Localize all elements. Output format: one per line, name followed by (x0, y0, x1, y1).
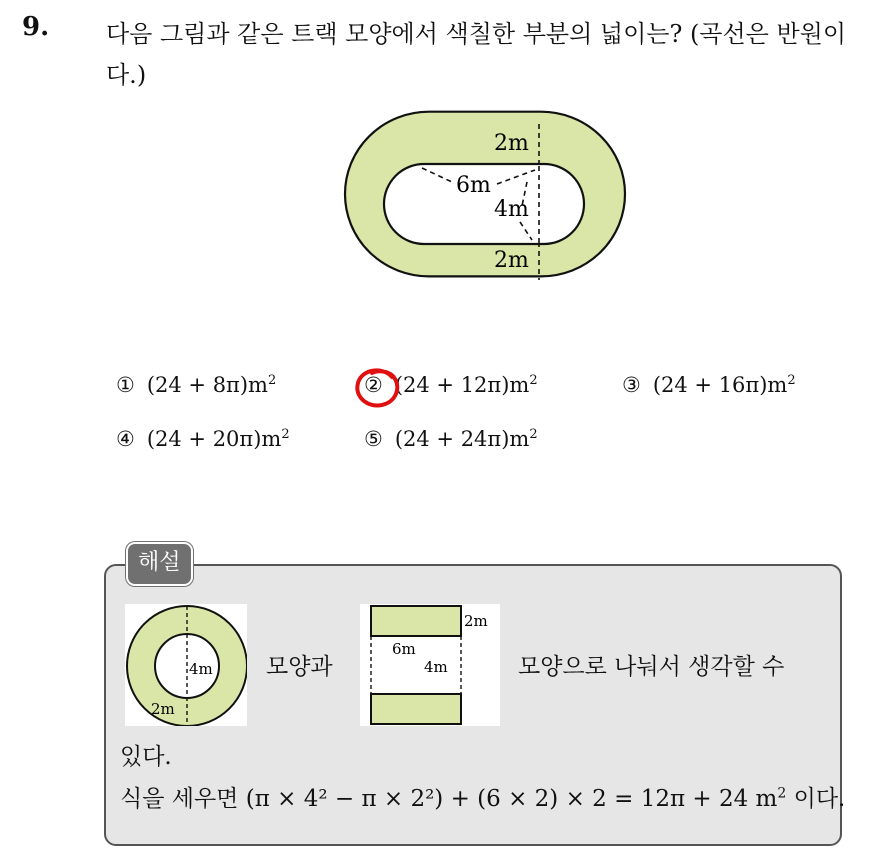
ring-label-inner: 4m (189, 660, 213, 678)
choice-5[interactable] (364, 427, 538, 451)
track-figure (342, 110, 632, 290)
solution-line-3-prefix: 식을 세우면 (120, 786, 239, 812)
solution-formula: (π × 4² − π × 2²) + (6 × 2) × 2 = 12π + 24 m (245, 786, 778, 812)
ring-figure (125, 604, 247, 726)
solution-text-after: 모양으로 나눠서 생각할 수 (518, 654, 785, 680)
rect-figure-panel (360, 604, 500, 726)
choice-3-exponent: 2 (787, 373, 796, 388)
choice-5-text: (24 + 24π)m (394, 427, 530, 451)
ring-label-width: 2m (151, 700, 175, 718)
choice-4-text: (24 + 20π)m (146, 427, 282, 451)
label-inner-length: 6m (456, 173, 491, 198)
solution-badge: 해설 (126, 542, 193, 586)
choice-4-exponent: 2 (281, 427, 290, 442)
solution-line-2: 있다. (120, 744, 172, 770)
choice-4[interactable] (116, 427, 290, 451)
label-inner-height: 4m (494, 197, 529, 222)
choice-4-number: ④ (116, 427, 135, 451)
solution-formula-exponent: 2 (777, 785, 787, 802)
answer-circle-mark (352, 365, 404, 411)
choice-5-number: ⑤ (364, 427, 383, 451)
ring-figure-panel (125, 604, 247, 726)
rect-label-width: 2m (464, 612, 488, 630)
choice-3-text: (24 + 16π)m (652, 373, 788, 397)
choice-3-number: ③ (622, 373, 641, 397)
choice-1-number: ① (116, 373, 135, 397)
label-bottom-width: 2m (494, 248, 529, 273)
choice-1-text: (24 + 8π)m (146, 373, 268, 397)
choice-5-exponent: 2 (529, 427, 538, 442)
choice-1-exponent: 2 (267, 373, 277, 388)
rect-figure (360, 604, 500, 726)
rect-label-length: 6m (392, 640, 416, 658)
label-top-width: 2m (494, 131, 529, 156)
question-text: 다음 그림과 같은 트랙 모양에서 색칠한 부분의 넓이는? (곡선은 반원이다.) (106, 20, 847, 89)
question-number: 9. (22, 12, 50, 42)
solution-line-3 (120, 780, 845, 813)
choice-2-text: (24 + 12π)m (394, 373, 530, 397)
choice-2-number: ② (364, 373, 383, 397)
choice-1[interactable] (116, 373, 276, 397)
solution-line-3-suffix: 이다. (793, 786, 846, 812)
rect-label-height: 4m (424, 658, 448, 676)
choice-3[interactable] (622, 373, 796, 397)
solution-text-between: 모양과 (266, 654, 333, 680)
choice-2-exponent: 2 (529, 373, 538, 388)
